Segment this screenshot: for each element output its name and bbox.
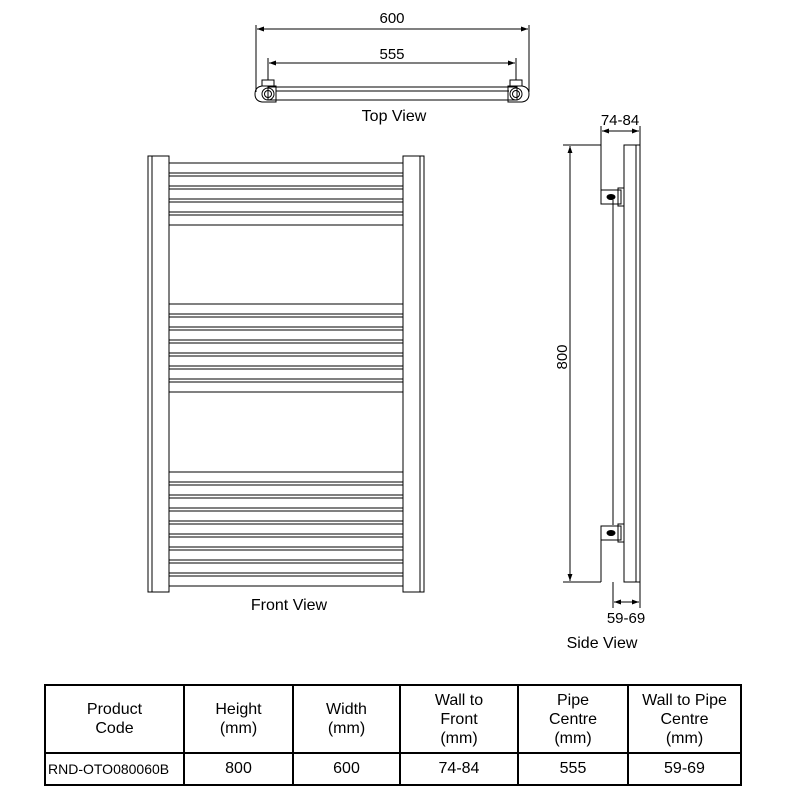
front-view-bar [169, 215, 403, 225]
front-view-bar [169, 537, 403, 547]
top-view-caption: Top View [361, 108, 427, 125]
front-view-bar [169, 524, 403, 534]
spec-table [44, 684, 742, 786]
wall-to-pipe-centre-label: 59-69 [606, 610, 646, 627]
front-view-bar [169, 563, 403, 573]
wall-to-front-label: 74-84 [600, 112, 640, 129]
cell-wall-to-pipe-centre: 59-69 [628, 753, 741, 785]
side-view-upright [624, 145, 640, 582]
front-view-bar [169, 343, 403, 353]
top-view-bracket-left [262, 80, 274, 86]
top-view-rail [268, 87, 517, 100]
front-view [148, 156, 424, 592]
overall-width-label: 600 [379, 10, 405, 27]
front-view-bar [169, 202, 403, 212]
table-row [45, 753, 741, 785]
front-view-bar [169, 485, 403, 495]
cell-pipe-centre: 555 [518, 753, 628, 785]
front-view-upright-right [403, 156, 424, 592]
side-view-caption: Side View [566, 635, 638, 652]
side-view-bracket-bottom-hole [607, 531, 615, 536]
side-view-bracket-top-hole [607, 195, 615, 200]
spec-table-header-row [45, 685, 741, 753]
header-wall-to-pipe-centre: Wall to Pipe Centre (mm) [628, 685, 741, 753]
side-view [563, 126, 640, 608]
front-view-bar [169, 163, 403, 173]
top-view-valve-right-outer [510, 88, 522, 100]
front-view-upright-left [148, 156, 169, 592]
front-view-bar [169, 511, 403, 521]
side-view-height-label: 800 [554, 344, 571, 370]
cell-height: 800 [184, 753, 293, 785]
front-view-bar [169, 317, 403, 327]
top-view [255, 25, 529, 102]
front-view-bar [169, 176, 403, 186]
front-view-bar [169, 550, 403, 560]
header-product-code: Product Code [45, 685, 184, 753]
front-view-bar [169, 356, 403, 366]
front-view-caption: Front View [250, 597, 328, 614]
front-view-bar [169, 304, 403, 314]
header-width: Width (mm) [293, 685, 400, 753]
front-view-bar [169, 189, 403, 199]
front-view-bar [169, 498, 403, 508]
front-view-bar [169, 382, 403, 392]
front-view-bar [169, 369, 403, 379]
front-view-bar [169, 472, 403, 482]
top-view-valve-right-inner [513, 91, 520, 98]
top-view-bracket-right [510, 80, 522, 86]
cell-product-code: RND-OTO080060B [45, 753, 184, 785]
cell-wall-to-front: 74-84 [400, 753, 518, 785]
header-pipe-centre: Pipe Centre (mm) [518, 685, 628, 753]
header-wall-to-front: Wall to Front (mm) [400, 685, 518, 753]
front-view-bar [169, 330, 403, 340]
pipe-centres-label: 555 [379, 46, 405, 63]
header-height: Height (mm) [184, 685, 293, 753]
front-view-bar [169, 576, 403, 586]
cell-width: 600 [293, 753, 400, 785]
